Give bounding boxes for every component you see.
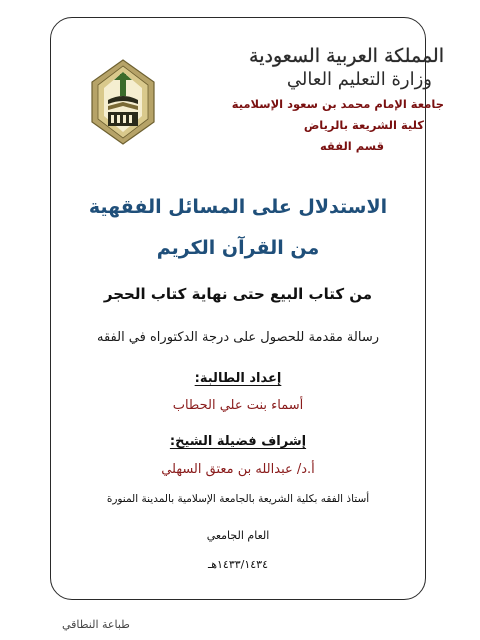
student-label-text: إعداد الطالبة: <box>194 371 282 386</box>
kingdom-heading: المملكة العربية السعودية <box>249 45 444 67</box>
student-label <box>50 371 426 386</box>
printer-stamp: طباعة النطاقي <box>62 618 130 631</box>
academic-year-value: ١٤٣٣/١٤٣٤هـ <box>207 558 268 571</box>
student-name: أسماء بنت علي الحطاب <box>172 398 304 413</box>
supervisor-affiliation: أستاذ الفقه بكلية الشريعة بالجامعة الإسلامية بالمدينة المنورة <box>106 493 370 505</box>
supervisor-label-text: إشراف فضيلة الشيخ: <box>169 434 307 449</box>
thesis-title-line-1: الاستدلال على المسائل الفقهية <box>88 196 388 218</box>
supervisor-name: أ.د/ عبدالله بن معتق السهلي <box>161 462 315 477</box>
thesis-scope: من كتاب البيع حتى نهاية كتاب الحجر <box>103 285 373 303</box>
thesis-title-line-2: من القرآن الكريم <box>156 237 320 259</box>
university-name: جامعة الإمام محمد بن سعود الإسلامية <box>231 97 444 111</box>
university-logo-icon <box>90 58 156 146</box>
header-block <box>214 44 444 157</box>
department-name: قسم الفقه <box>319 139 384 153</box>
supervisor-label <box>50 434 426 449</box>
thesis-purpose: رسالة مقدمة للحصول على درجة الدكتوراه في الفقه <box>96 330 379 345</box>
college-name: كلية الشريعة بالرياض <box>303 118 424 132</box>
academic-year-label: العام الجامعي <box>206 529 270 542</box>
ministry-heading: وزارة التعليم العالي <box>286 69 432 90</box>
